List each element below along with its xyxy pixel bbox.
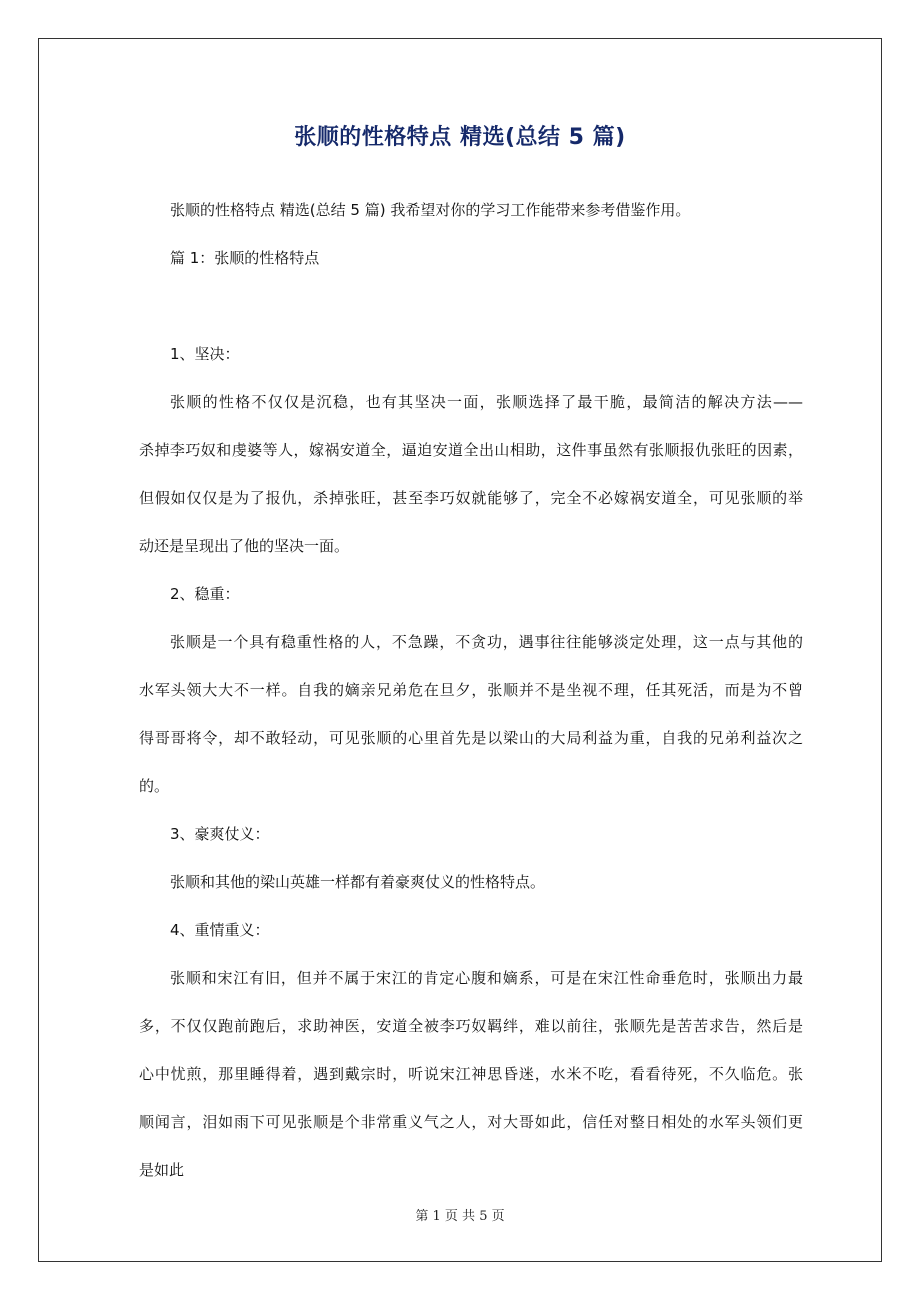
paragraph-line: 张顺和宋江有旧，但并不属于宋江的肯定心腹和嫡系，可是在宋江性命垂危时，张顺出力最 — [170, 969, 803, 987]
intro-paragraph: 张顺的性格特点 精选(总结 5 篇) 我希望对你的学习工作能带来参考借鉴作用。 — [170, 201, 691, 219]
paragraph-line: 张顺是一个具有稳重性格的人，不急躁，不贪功，遇事往往能够淡定处理，这一点与其他的 — [170, 633, 803, 651]
paragraph-line: 杀掉李巧奴和虔婆等人，嫁祸安道全，逼迫安道全出山相助，这件事虽然有张顺报仇张旺的因素， — [139, 441, 803, 459]
paragraph-line: 张顺的性格不仅仅是沉稳，也有其坚决一面，张顺选择了最干脆，最简洁的解决方法—— — [170, 393, 803, 411]
paragraph-line: 张顺和其他的梁山英雄一样都有着豪爽仗义的性格特点。 — [170, 873, 546, 891]
paragraph-line: 心中忧煎，那里睡得着，遇到戴宗时，听说宋江神思昏迷，水米不吃，看看待死，不久临危。张 — [139, 1065, 803, 1083]
points-container — [139, 330, 803, 1194]
paragraph-line: 顺闻言，泪如雨下可见张顺是个非常重义气之人，对大哥如此，信任对整日相处的水军头领们更 — [139, 1113, 803, 1131]
paragraph-line: 但假如仅仅是为了报仇，杀掉张旺，甚至李巧奴就能够了，完全不必嫁祸安道全，可见张顺的举 — [139, 489, 803, 507]
point-heading: 2、稳重： — [170, 585, 240, 603]
point-heading: 3、豪爽仗义： — [170, 825, 270, 843]
point-heading: 4、重情重义： — [170, 921, 270, 939]
paragraph-line: 得哥哥将令，却不敢轻动，可见张顺的心里首先是以梁山的大局利益为重，自我的兄弟利益次之 — [139, 729, 803, 747]
paragraph-line: 多，不仅仅跑前跑后，求助神医，安道全被李巧奴羁绊，难以前往，张顺先是苦苦求告，然后是 — [139, 1017, 803, 1035]
point-heading: 1、坚决： — [170, 345, 240, 363]
paragraph-line: 是如此 — [139, 1161, 185, 1179]
paragraph-line: 水军头领大大不一样。自我的嫡亲兄弟危在旦夕，张顺并不是坐视不理，任其死活，而是为不曾 — [139, 681, 803, 699]
paragraph-line: 的。 — [139, 777, 170, 795]
blank-line — [139, 282, 803, 330]
paragraph-line: 动还是呈现出了他的坚决一面。 — [139, 537, 350, 555]
page-footer: 第 1 页 共 5 页 — [415, 1209, 505, 1224]
document-title: 张顺的性格特点 精选(总结 5 篇) — [294, 125, 626, 150]
document-body — [139, 186, 803, 1194]
section-heading: 篇 1：张顺的性格特点 — [170, 249, 320, 267]
